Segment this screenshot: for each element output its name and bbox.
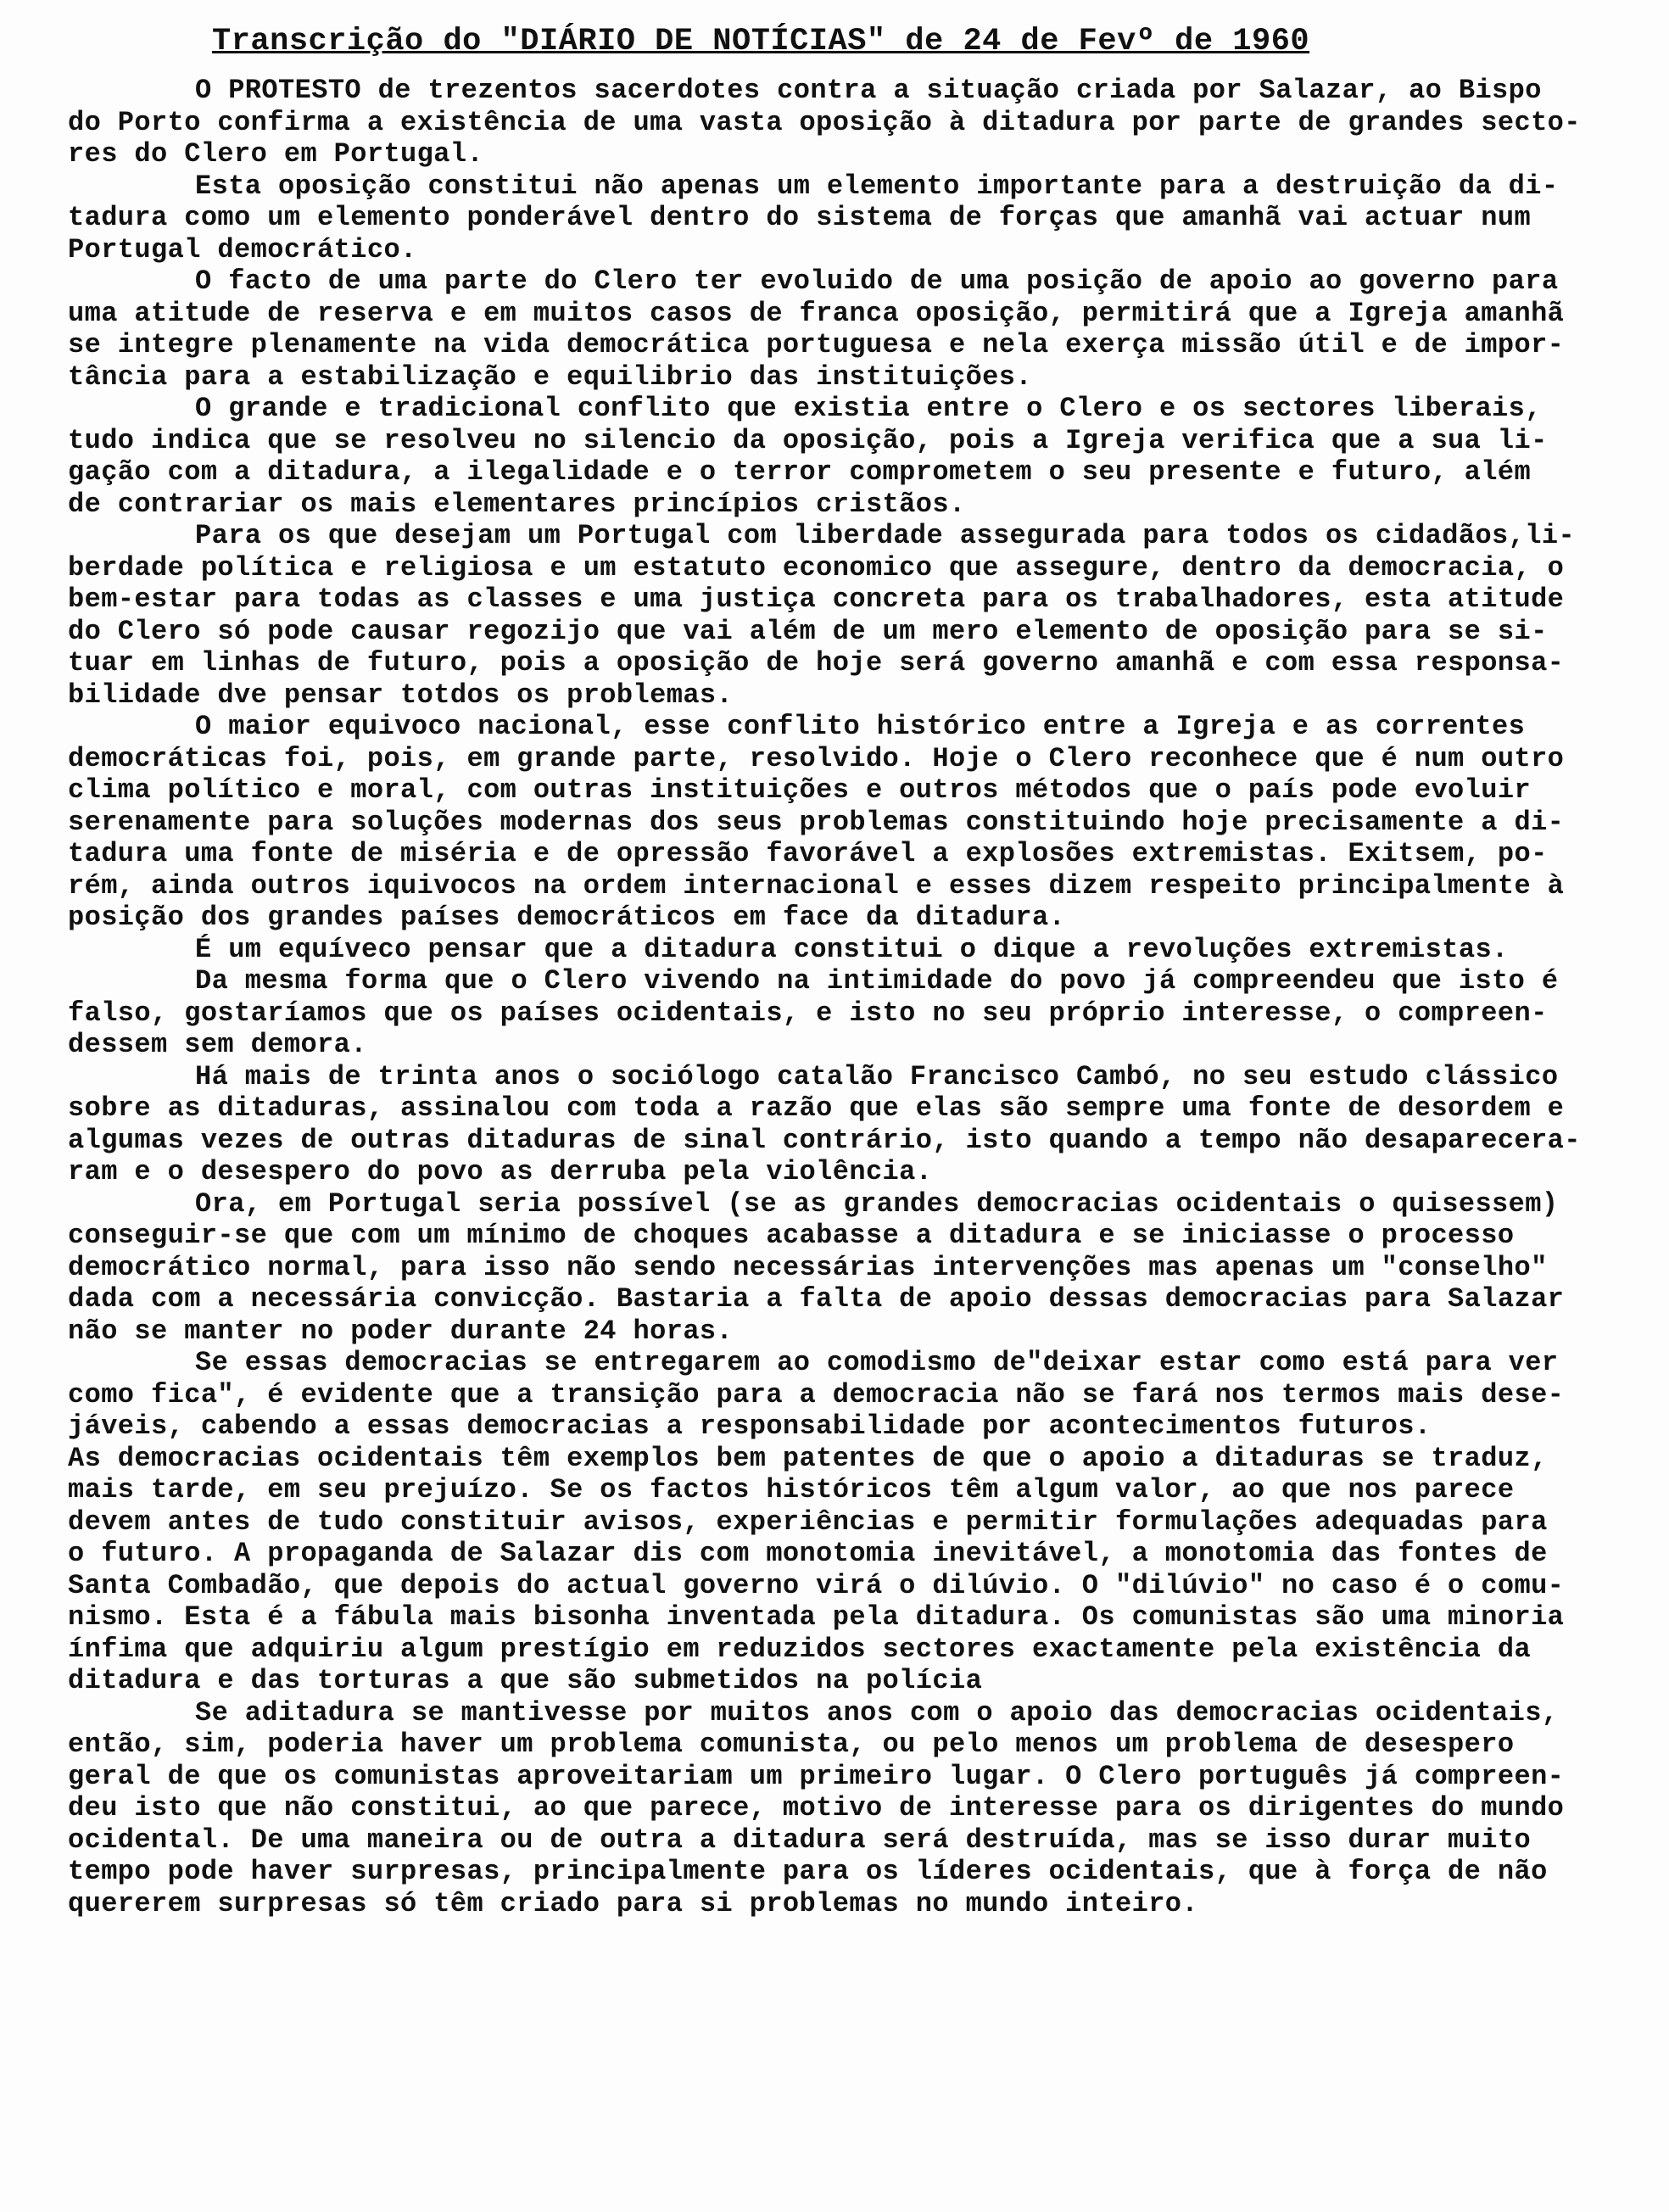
text-line: devem antes de tudo constituir avisos, experiências e permitir formulações adequadas para bbox=[68, 1505, 1548, 1538]
text-line: Se aditadura se mantivesse por muitos anos com o apoio das democracias ocidentais, bbox=[195, 1696, 1559, 1729]
text-line: como fica", é evidente que a transição para a democracia não se fará nos termos mais dese- bbox=[68, 1378, 1565, 1410]
text-line: res do Clero em Portugal. bbox=[68, 138, 484, 170]
text-line: o futuro. A propaganda de Salazar dis com monotomia inevitável, a monotomia das fontes de bbox=[68, 1538, 1548, 1569]
text-line: nismo. Esta é a fábula mais bisonha inventada pela ditadura. Os comunistas são uma minoria bbox=[68, 1601, 1565, 1633]
text-line: quererem surpresas só têm criado para si problemas no mundo inteiro. bbox=[68, 1887, 1199, 1919]
text-line: ram e o desespero do povo as derruba pela violência. bbox=[68, 1156, 933, 1187]
text-line: Santa Combadão, que depois do actual governo virá o dilúvio. O "dilúvio" no caso é o comu- bbox=[68, 1569, 1565, 1601]
text-line: O facto de uma parte do Clero ter evoluido de uma posição de apoio ao governo para bbox=[195, 265, 1559, 297]
text-line: O maior equivoco nacional, esse conflito histórico entre a Igreja e as correntes bbox=[195, 711, 1526, 742]
text-line: democrático normal, para isso não sendo necessárias intervenções mas apenas um "conselho" bbox=[68, 1251, 1548, 1283]
text-line: clima político e moral, com outras instituições e outros métodos que o país pode evoluir bbox=[68, 774, 1532, 806]
text-line: tadura uma fonte de miséria e de opressão favorável a explosões extremistas. Exitsem, po- bbox=[68, 838, 1548, 869]
text-line: falso, gostaríamos que os países ocidentais, e isto no seu próprio interesse, o compreen- bbox=[68, 997, 1548, 1029]
text-line: rém, ainda outros iquivocos na ordem internacional e esses dizem respeito principalmente à bbox=[68, 869, 1565, 902]
text-line: tância para a estabilização e equilibrio das instituições. bbox=[68, 360, 1032, 393]
text-line: Esta oposição constitui não apenas um elemento importante para a destruição da di- bbox=[195, 170, 1559, 202]
document-body bbox=[68, 75, 1611, 1919]
text-line: posição dos grandes países democráticos em face da ditadura. bbox=[68, 902, 1066, 933]
text-line: mais tarde, em seu prejuízo. Se os factos históricos têm algum valor, ao que nos parece bbox=[68, 1474, 1515, 1505]
text-line: Há mais de trinta anos o sociólogo catalão Francisco Cambó, no seu estudo clássico bbox=[195, 1060, 1559, 1092]
text-line: geral de que os comunistas aproveitariam um primeiro lugar. O Clero português já compreen- bbox=[68, 1760, 1565, 1792]
text-line: se integre plenamente na vida democrática portuguesa e nela exerça missão útil e de impor- bbox=[68, 329, 1565, 360]
paragraph bbox=[68, 711, 1611, 934]
text-line: tadura como um elemento ponderável dentro do sistema de forças que amanhã vai actuar num bbox=[68, 202, 1532, 233]
text-line: do Porto confirma a existência de uma vasta oposição à ditadura por parte de grandes secto- bbox=[68, 106, 1581, 138]
text-line: do Clero só pode causar regozijo que vai além de um mero elemento de oposição para se si- bbox=[68, 615, 1548, 647]
text-line: dada com a necessária convicção. Bastaria a falta de apoio dessas democracias para Salazar bbox=[68, 1283, 1565, 1315]
paragraph bbox=[68, 1697, 1611, 1920]
text-line: ínfima que adquiriu algum prestígio em reduzidos sectores exactamente pela existência da bbox=[68, 1633, 1532, 1665]
text-line: serenamente para soluções modernas dos seus problemas constituindo hoje precisamente a di- bbox=[68, 806, 1565, 838]
text-line: bilidade dve pensar totdos os problemas. bbox=[68, 679, 734, 711]
text-line: algumas vezes de outras ditaduras de sinal contrário, isto quando a tempo não desaparecera- bbox=[68, 1124, 1581, 1156]
text-line: conseguir-se que com um mínimo de choques acabasse a ditadura e se iniciasse o processo bbox=[68, 1220, 1515, 1251]
text-line: Se essas democracias se entregarem ao comodismo de"deixar estar como está para ver bbox=[195, 1347, 1559, 1378]
text-line: deu isto que não constitui, ao que parece, motivo de interesse para os dirigentes do mundo bbox=[68, 1792, 1565, 1824]
paragraph bbox=[68, 965, 1611, 1061]
paragraph bbox=[68, 1061, 1611, 1188]
paragraph bbox=[68, 393, 1611, 520]
text-line: então, sim, poderia haver um problema comunista, ou pelo menos um problema de desespero bbox=[68, 1729, 1515, 1760]
text-line: gação com a ditadura, a ilegalidade e o terror comprometem o seu presente e futuro, além bbox=[68, 456, 1532, 488]
paragraph bbox=[68, 520, 1611, 711]
paragraph bbox=[68, 1188, 1611, 1348]
text-line: uma atitude de reserva e em muitos casos de franca oposição, permitirá que a Igreja amanhã bbox=[68, 297, 1565, 329]
text-line: Da mesma forma que o Clero vivendo na intimidade do povo já compreendeu que isto é bbox=[195, 965, 1559, 997]
paragraph bbox=[68, 265, 1611, 393]
text-line: Portugal democrático. bbox=[68, 233, 417, 265]
paragraph bbox=[68, 934, 1611, 966]
text-line: tudo indica que se resolveu no silencio da oposição, pois a Igreja verifica que a sua li- bbox=[68, 424, 1548, 456]
text-line: ocidental. De uma maneira ou de outra a ditadura será destruída, mas se isso durar muito bbox=[68, 1824, 1532, 1856]
paragraph bbox=[68, 75, 1611, 170]
text-line: de contrariar os mais elementares princípios cristãos. bbox=[68, 488, 966, 520]
text-line: O grande e tradicional conflito que existia entre o Clero e os sectores liberais, bbox=[195, 393, 1542, 424]
text-line: É um equíveco pensar que a ditadura constitui o dique a revoluções extremistas. bbox=[195, 933, 1509, 965]
text-line: sobre as ditaduras, assinalou com toda a razão que elas são sempre uma fonte de desordem e bbox=[68, 1092, 1565, 1124]
text-line: tuar em linhas de futuro, pois a oposição de hoje será governo amanhã e com essa responsa- bbox=[68, 647, 1565, 679]
text-line: jáveis, cabendo a essas democracias a responsabilidade por acontecimentos futuros. bbox=[68, 1410, 1432, 1442]
document-title: Transcrição do "DIÁRIO DE NOTÍCIAS" de 24 de Fevº de 1960 bbox=[212, 24, 1310, 59]
text-line: não se manter no poder durante 24 horas. bbox=[68, 1315, 734, 1347]
text-line: democráticas foi, pois, em grande parte, resolvido. Hoje o Clero reconhece que é num outro bbox=[68, 742, 1565, 774]
paragraph bbox=[68, 170, 1611, 266]
text-line: bem-estar para todas as classes e uma justiça concreta para os trabalhadores, esta atitude bbox=[68, 584, 1565, 615]
paragraph bbox=[68, 1347, 1611, 1443]
text-line: dessem sem demora. bbox=[68, 1029, 367, 1060]
text-line: tempo pode haver surpresas, principalmente para os líderes ocidentais, que à força de não bbox=[68, 1856, 1548, 1887]
text-line: As democracias ocidentais têm exemplos bem patentes de que o apoio a ditaduras se traduz, bbox=[68, 1442, 1548, 1474]
text-line: berdade política e religiosa e um estatuto economico que assegure, dentro da democracia, o bbox=[68, 551, 1565, 584]
text-line: Para os que desejam um Portugal com liberdade assegurada para todos os cidadãos,li- bbox=[195, 520, 1576, 551]
paragraph bbox=[68, 1443, 1611, 1697]
text-line: O PROTESTO de trezentos sacerdotes contra a situação criada por Salazar, ao Bispo bbox=[195, 75, 1542, 106]
text-line: Ora, em Portugal seria possível (se as grandes democracias ocidentais o quisessem) bbox=[195, 1187, 1559, 1220]
text-line: ditadura e das torturas a que são submetidos na polícia bbox=[68, 1665, 983, 1696]
